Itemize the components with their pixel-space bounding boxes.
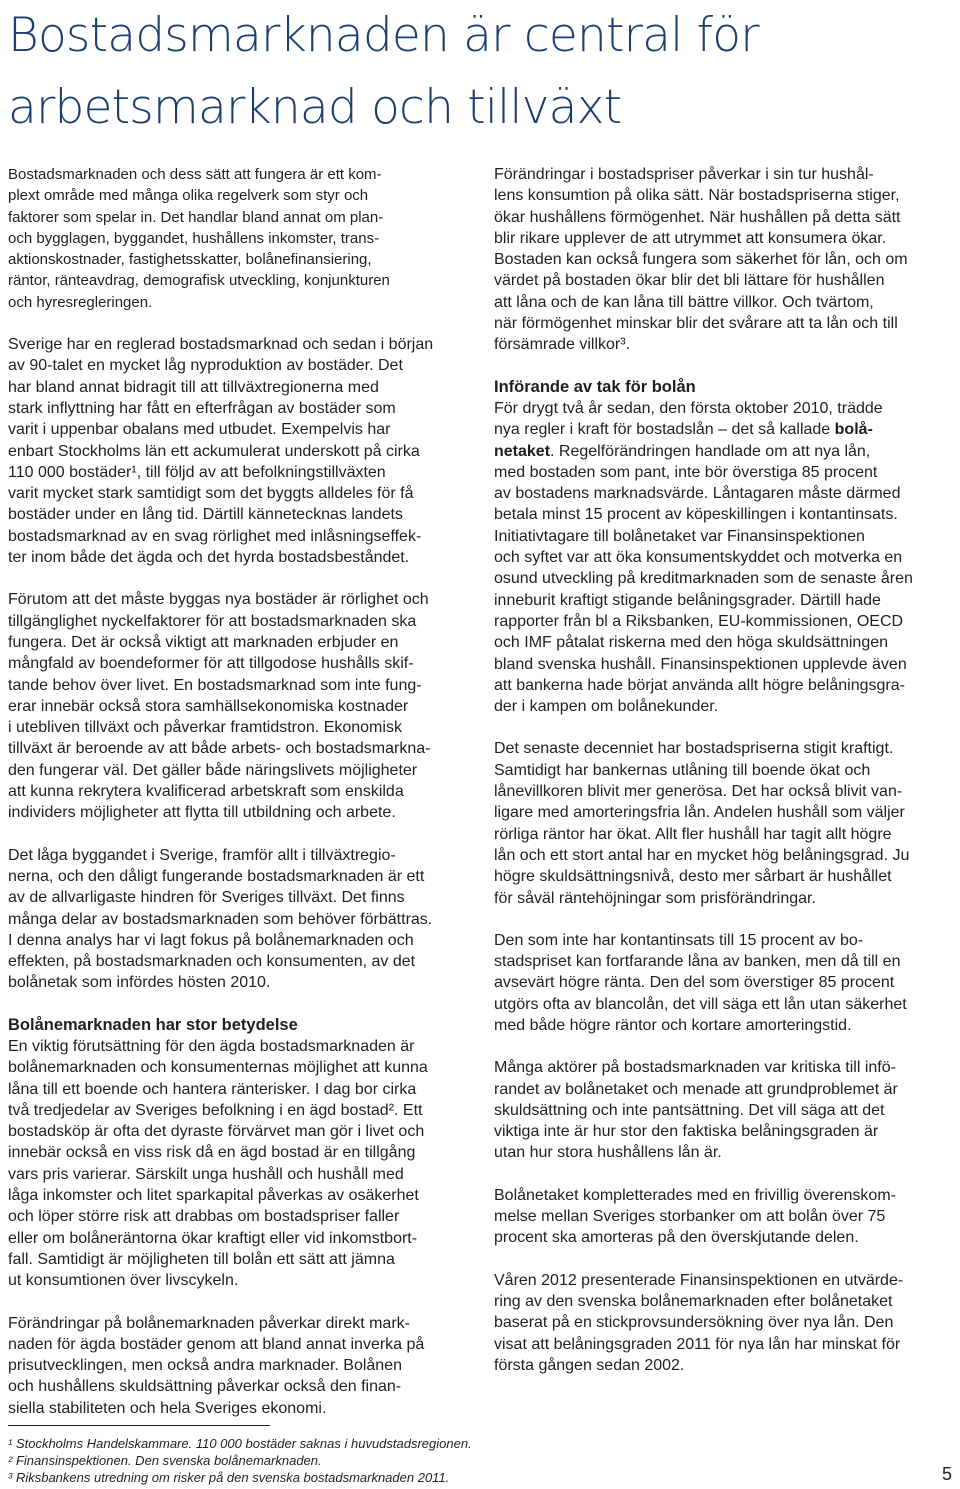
text-line: och IMF påtalat riskerna med den höga skuldsättningen — [494, 634, 889, 652]
title-line-1: Bostadsmarknaden är central för — [8, 8, 759, 63]
text-line: vars pris varierar. Särskilt unga hushåll och hushåll med — [8, 1165, 404, 1183]
text-line: många delar av bostadsmarknaden som behöver förbättras. — [8, 910, 433, 928]
text-line: 110 000 bostäder¹, till följd av att befolkningstillväxten — [8, 463, 386, 481]
text-line: nya regler i kraft för bostadslån – det så kallade bolå- — [494, 421, 873, 439]
text-line: I denna analys har vi lagt fokus på bolånemarknaden och — [8, 931, 414, 949]
text-line: nerna, och den dåligt fungerande bostadsmarknaden är ett — [8, 867, 425, 885]
text-line: stark inflyttning har fått en efterfrågan av bostäder som — [8, 399, 396, 417]
paragraph — [494, 738, 946, 908]
text-line: Det låga byggandet i Sverige, framför allt i tillväxtregio- — [8, 846, 396, 864]
text-line: varit mycket stark samtidigt som det byggts alldeles för få — [8, 485, 414, 503]
text-line: att bankerna hade börjat använda allt högre belåningsgra- — [494, 676, 905, 694]
bold-term: netaket — [494, 442, 551, 460]
text-line: fungera. Det är också viktigt att marknaden erbjuder en — [8, 633, 399, 651]
text-line: värdet på bostaden ökar blir det bli lättare för hushållen — [494, 272, 885, 290]
text-line: effekten, på bostadsmarknaden och konsumenten, av det — [8, 953, 416, 971]
text-line: visat att belåningsgraden 2011 för nya lån har minskat för — [494, 1335, 901, 1353]
text-line: den fungerar väl. Det gäller både näringslivets möjligheter — [8, 761, 418, 779]
text-line: viktiga inte är hur stor den faktiska belåningsgraden är — [494, 1123, 879, 1141]
text-line: prisutvecklingen, men också andra marknader. Bolånen — [8, 1357, 402, 1375]
text-line: Det senaste decenniet har bostadspriserna stigit kraftigt. — [494, 740, 894, 758]
text-line: försämrade villkor³. — [494, 336, 631, 354]
text-line: procent ska amorteras på den överskjutande delen. — [494, 1229, 859, 1247]
text-line: av de allvarligaste hindren för Sveriges tillväxt. Det finns — [8, 889, 405, 907]
text-line: och syftet var att öka konsumentskyddet och motverka en — [494, 549, 903, 567]
footnote-2: ² Finansinspektionen. Den svenska bolånemarknaden. — [8, 1453, 322, 1468]
text-line: Samtidigt har bankernas utlåning till boende ökat och — [494, 761, 871, 779]
text-line: faktorer som spelar in. Det handlar bland annat om plan- — [8, 208, 384, 226]
text-line: rörliga räntor har ökat. Allt fler hushåll har tagit allt högre — [494, 825, 892, 843]
footnote-1: ¹ Stockholms Handelskammare. 110 000 bostäder saknas i huvudstadsregionen. — [8, 1436, 472, 1451]
text-line: fall. Samtidigt är möjligheten till bolån ett sätt att jämna — [8, 1250, 395, 1268]
title-line-2: arbetsmarknad och tillväxt — [8, 80, 622, 135]
text-line: bostäder under en lång tid. Därtill kännetecknas landets — [8, 506, 403, 524]
paragraph — [8, 589, 466, 823]
text-line: i utebliven tillväxt och påverkar framtidstron. Ekonomisk — [8, 719, 402, 737]
text-line: innebär också en viss risk då en ägd bostad är en tillgång — [8, 1144, 416, 1162]
paragraph — [494, 1270, 946, 1376]
text-line: erar innebär också stora samhällsekonomiska kostnader — [8, 697, 409, 715]
paragraph — [8, 1036, 466, 1292]
text-line: när förmögenhet minskar blir det svårare att ta lån och till — [494, 315, 898, 333]
text-line: bland svenska hushåll. Finansinspektionen upplevde även — [494, 655, 907, 673]
text-line: bostadsmarknad av en svag rörlighet med inlåsningseffek- — [8, 527, 422, 545]
text-line: och löper större risk att drabbas om bostadspriser faller — [8, 1208, 400, 1226]
text-line: med både högre räntor och kortare amorteringstid. — [494, 1016, 852, 1034]
text-line: der i kampen om bolånekunder. — [494, 698, 719, 716]
paragraph — [494, 1185, 946, 1249]
paragraph — [8, 1313, 466, 1419]
paragraph — [494, 1057, 946, 1163]
intro-paragraph — [8, 164, 466, 313]
paragraph — [494, 398, 946, 717]
page-number: 5 — [941, 1464, 952, 1484]
text-line: och hyresregleringen. — [8, 293, 153, 311]
text-line: siella stabiliteten och hela Sveriges ekonomi. — [8, 1399, 327, 1417]
footnote-divider — [8, 1425, 270, 1426]
text-line: Förändringar på bolånemarknaden påverkar direkt mark- — [8, 1314, 410, 1332]
text-line: bolånemarknaden och konsumenternas möjlighet att kunna — [8, 1059, 428, 1077]
text-line: inneburit kraftigt stigande belåningsgrader. Därtill hade — [494, 591, 881, 609]
text-line: randet av bolånetaket och menade att grundproblemet är — [494, 1080, 898, 1098]
paragraph — [494, 930, 946, 1036]
text-line: avsevärt högre ränta. Den del som överstiger 85 procent — [494, 974, 895, 992]
text-line: baserat på en stickprovsundersökning över nya lån. Den — [494, 1314, 894, 1332]
text-line: av bostadens marknadsvärde. Låntagaren måste därmed — [494, 485, 901, 503]
text-line: Våren 2012 presenterade Finansinspektionen en utvärde- — [494, 1271, 904, 1289]
text-line: mångfald av boendeformer för att tillgodose hushålls skif- — [8, 655, 414, 673]
section-heading: Bolånemarknaden har stor betydelse — [8, 1015, 298, 1034]
text-line: melse mellan Sveriges storbanker om att bolån över 75 — [494, 1208, 886, 1226]
text-line: att kunna rekrytera kvalificerad arbetskraft som enskilda — [8, 783, 404, 801]
text-line: individers möjligheter att flytta till utbildning och arbete. — [8, 804, 396, 822]
text-line: tillgänglighet nyckelfaktorer för att bostadsmarknaden ska — [8, 612, 417, 630]
text-line: osund utveckling på kreditmarknaden som de senaste åren — [494, 570, 913, 588]
text-line: bostadsköp är ofta det dyraste förvärvet man gör i livet och — [8, 1123, 425, 1141]
text-line: plext område med många olika regelverk som styr och — [8, 187, 369, 205]
text-line: stadspriset kan fortfarande låna av banken, men då till en — [494, 953, 901, 971]
paragraph — [494, 164, 946, 356]
right-column — [494, 164, 946, 1397]
text-line: bolånetak som infördes hösten 2010. — [8, 974, 271, 992]
text-line: av 90-talet en mycket låg nyproduktion av bostäder. Det — [8, 357, 403, 375]
text-line: att låna och de kan låna till bättre villkor. Och tvärtom, — [494, 293, 874, 311]
text-line: netaket. Regelförändringen handlade om att nya lån, — [494, 442, 871, 460]
text-line: tande behov över livet. En bostadsmarknad som inte fung- — [8, 676, 422, 694]
text-line: lån och ett stort antal har en mycket hög belåningsgrad. Ju — [494, 846, 910, 864]
text-line: Förändringar i bostadspriser påverkar i sin tur hushål- — [494, 166, 874, 183]
text-line: Initiativtagare till bolånetaket var Finansinspektionen — [494, 527, 865, 545]
page-title — [8, 0, 759, 144]
text-line: En viktig förutsättning för den ägda bostadsmarknaden är — [8, 1037, 415, 1055]
text-line: skuldsättning och inte pantsättning. Det vill säga att det — [494, 1101, 885, 1119]
text-line: naden för ägda bostäder genom att bland annat inverka på — [8, 1335, 425, 1353]
text-line: Bostadsmarknaden och dess sätt att fungera är ett kom- — [8, 166, 382, 183]
text-line: betala minst 15 procent av köpeskillingen i kontantinsats. — [494, 506, 898, 524]
text-line: räntor, ränteavdrag, demografisk utveckling, konjunkturen — [8, 272, 390, 290]
text-line: Förutom att det måste byggas nya bostäder är rörlighet och — [8, 591, 429, 609]
section-heading: Införande av tak för bolån — [494, 377, 696, 396]
text-line: utgörs ofta av blancolån, det vill säga ett lån utan säkerhet — [494, 995, 907, 1013]
paragraph — [8, 334, 466, 568]
text-line: Bolånetaket kompletterades med en frivillig överenskom- — [494, 1186, 896, 1204]
text-line: rapporter från bl a Riksbanken, EU-kommissionen, OECD — [494, 612, 904, 630]
text-line: och hushållens skuldsättning påverkar också den finan- — [8, 1378, 402, 1396]
text-line: har bland annat bidragit till att tillväxtregionerna med — [8, 378, 379, 396]
text-line: och bygglagen, byggandet, hushållens inkomster, trans- — [8, 229, 380, 247]
left-column — [8, 164, 466, 1440]
text-line: låna till ett boende och hantera ränterisker. I dag bor cirka — [8, 1080, 417, 1098]
text-line: första gången sedan 2002. — [494, 1356, 685, 1374]
text-line: lens konsumtion på olika sätt. När bostadspriserna stiger, — [494, 187, 900, 205]
text-line: utan hur stora hushållens lån är. — [494, 1144, 722, 1162]
text-line: aktionskostnader, fastighetsskatter, bolånefinansiering, — [8, 251, 372, 269]
text-line: låga inkomster och litet sparkapital påverkas av osäkerhet — [8, 1187, 419, 1205]
paragraph — [8, 845, 466, 994]
text-line: ökar hushållens förmögenhet. När hushållen på detta sätt — [494, 208, 901, 226]
text-line: tillväxt är beroende av att både arbets- och bostadsmarkna- — [8, 740, 431, 758]
text-line: ut konsumtionen över livscykeln. — [8, 1272, 239, 1290]
text-line: ring av den svenska bolånemarknaden efter bolånetaket — [494, 1292, 893, 1310]
text-line: Den som inte har kontantinsats till 15 procent av bo- — [494, 931, 864, 949]
text-line: Sverige har en reglerad bostadsmarknad och sedan i början — [8, 336, 434, 354]
text-line: högre skuldsättningsnivå, desto mer sårbart är hushållet — [494, 868, 892, 886]
text-line: Bostaden kan också fungera som säkerhet för lån, och om — [494, 251, 908, 269]
text-line: med bostaden som pant, inte bör överstiga 85 procent — [494, 463, 878, 481]
text-line: lånevillkoren blivit mer generösa. Det har också blivit van- — [494, 783, 903, 801]
footnote-3: ³ Riksbankens utredning om risker på den svenska bostadsmarknaden 2011. — [8, 1470, 450, 1485]
text-line: två tredjedelar av Sveriges befolkning i en ägd bostad². Ett — [8, 1101, 423, 1119]
text-line: för såväl räntehöjningar som prisförändringar. — [494, 889, 816, 907]
text-line: eller om bolåneräntorna ökar kraftigt eller vid inkomstbort- — [8, 1229, 418, 1247]
text-line: Många aktörer på bostadsmarknaden var kritiska till infö- — [494, 1059, 896, 1077]
bold-term: bolå- — [834, 421, 873, 439]
text-line: enbart Stockholms län ett ackumulerat underskott på cirka — [8, 442, 420, 460]
text-line: För drygt två år sedan, den första oktober 2010, trädde — [494, 399, 883, 417]
text-line: ligare med amorteringsfria lån. Andelen hushåll som väljer — [494, 804, 905, 822]
text-line: blir rikare upplever de att utrymmet att konsumera ökar. — [494, 229, 887, 247]
text-line: ter inom både det ägda och det hyrda bostadsbeståndet. — [8, 549, 410, 567]
text-line: varit i uppenbar obalans med utbudet. Exempelvis har — [8, 421, 391, 439]
